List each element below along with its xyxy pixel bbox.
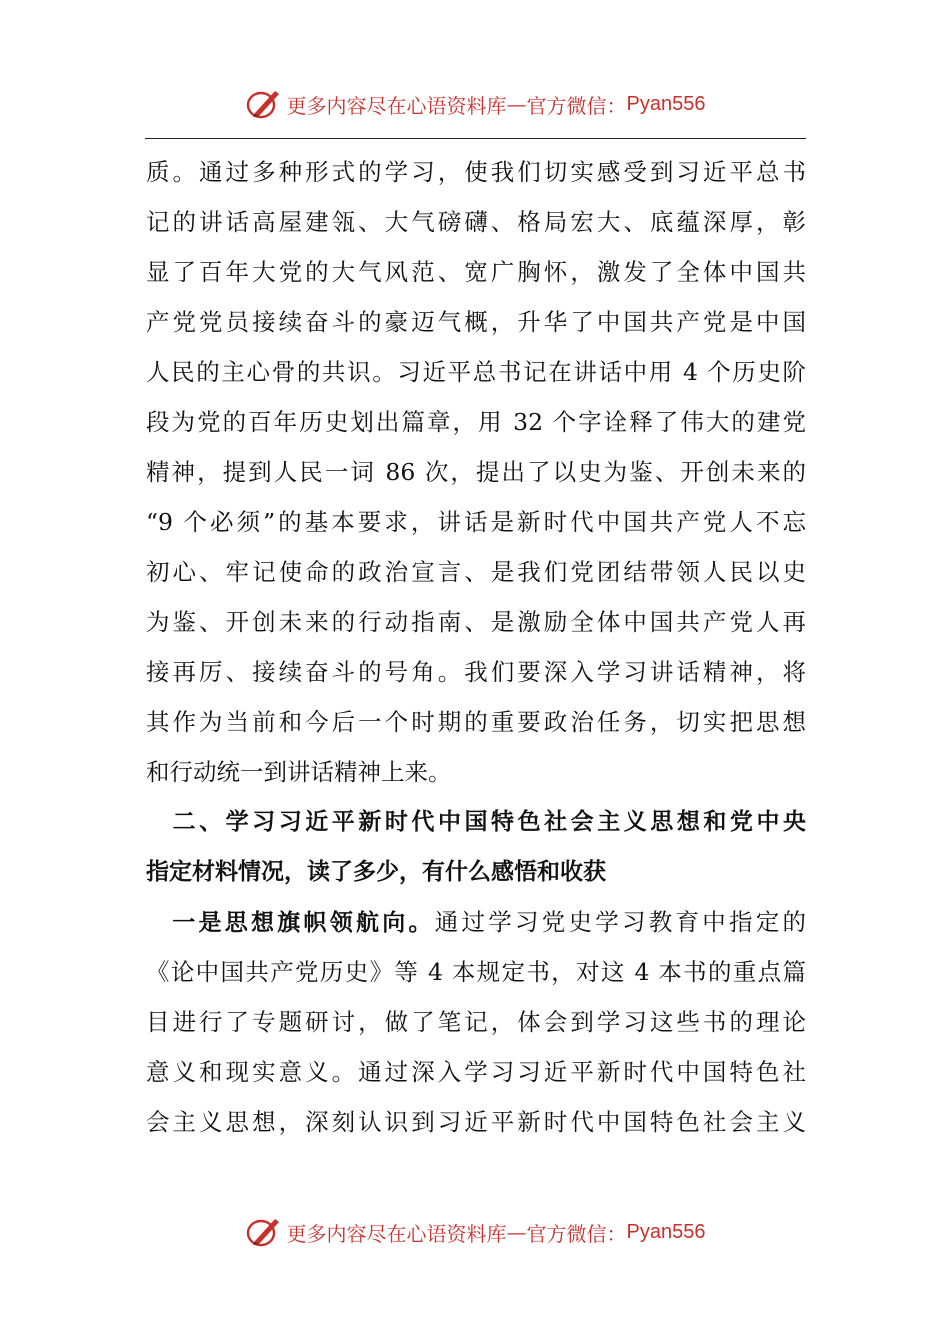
header-wechat-label: 官方微信： (526, 93, 627, 118)
paragraph-text: 通过学习党史学习教育中指定的 (434, 908, 806, 936)
paragraph-line: 精神，提到人民一词 86 次，提出了以史为鉴、开创未来的 (146, 458, 806, 486)
paragraph-line (146, 902, 806, 942)
footer-separator: — (506, 1220, 527, 1244)
paragraph-line: “9 个必须”的基本要求，讲话是新时代中国共产党人不忘 (146, 508, 806, 536)
paragraph-line: 接再厉、接续奋斗的号角。我们要深入学习讲话精神，将 (146, 658, 806, 686)
paragraph-line: 人民的主心骨的共识。习近平总书记在讲话中用 4 个历史阶 (146, 358, 806, 386)
footer-wechat-label: 官方微信： (526, 1221, 627, 1246)
paragraph-line: 产党党员接续奋斗的豪迈气概，升华了中国共产党是中国 (146, 308, 806, 336)
header-wechat-id: Pyan556 (626, 92, 706, 115)
paragraph-line: 质。通过多种形式的学习，使我们切实感受到习近平总书 (146, 158, 806, 186)
pen-logo-icon (245, 87, 283, 121)
paragraph-line: 和行动统一到讲话精神上来。 (146, 758, 452, 786)
paragraph-line: 记的讲话高屋建瓴、大气磅礴、格局宏大、底蕴深厚，彰 (146, 208, 806, 236)
paragraph-line: 《论中国共产党历史》等 4 本规定书，对这 4 本书的重点篇 (146, 958, 806, 986)
section-heading-line: 二、学习习近平新时代中国特色社会主义思想和党中央 (146, 809, 806, 835)
footer-brand-text: 更多内容尽在心语资料库 (286, 1221, 507, 1246)
paragraph-lead-bold: 一是思想旗帜领航向。 (146, 910, 435, 936)
paragraph-line: 初心、牢记使命的政治宣言、是我们党团结带领人民以史 (146, 558, 806, 586)
paragraph-line: 为鉴、开创未来的行动指南、是激励全体中国共产党人再 (146, 608, 806, 636)
section-heading-line: 指定材料情况，读了多少，有什么感悟和收获 (146, 859, 606, 885)
footer-wechat-id: Pyan556 (626, 1220, 706, 1243)
paragraph-line: 段为党的百年历史划出篇章，用 32 个字诠释了伟大的建党 (146, 408, 806, 436)
paragraph-line: 显了百年大党的大气风范、宽广胸怀，激发了全体中国共 (146, 258, 806, 286)
footer-watermark (0, 1212, 950, 1252)
paragraph-line: 其作为当前和今后一个时期的重要政治任务，切实把思想 (146, 708, 806, 736)
paragraph-line: 意义和现实意义。通过深入学习习近平新时代中国特色社 (146, 1058, 806, 1086)
header-watermark (0, 84, 950, 124)
header-separator: — (506, 92, 527, 116)
paragraph-line: 目进行了专题研讨，做了笔记，体会到学习这些书的理论 (146, 1008, 806, 1036)
pen-logo-icon (245, 1215, 283, 1249)
header-divider (145, 138, 806, 139)
paragraph-line: 会主义思想，深刻认识到习近平新时代中国特色社会主义 (146, 1108, 806, 1136)
header-brand-text: 更多内容尽在心语资料库 (286, 93, 507, 118)
